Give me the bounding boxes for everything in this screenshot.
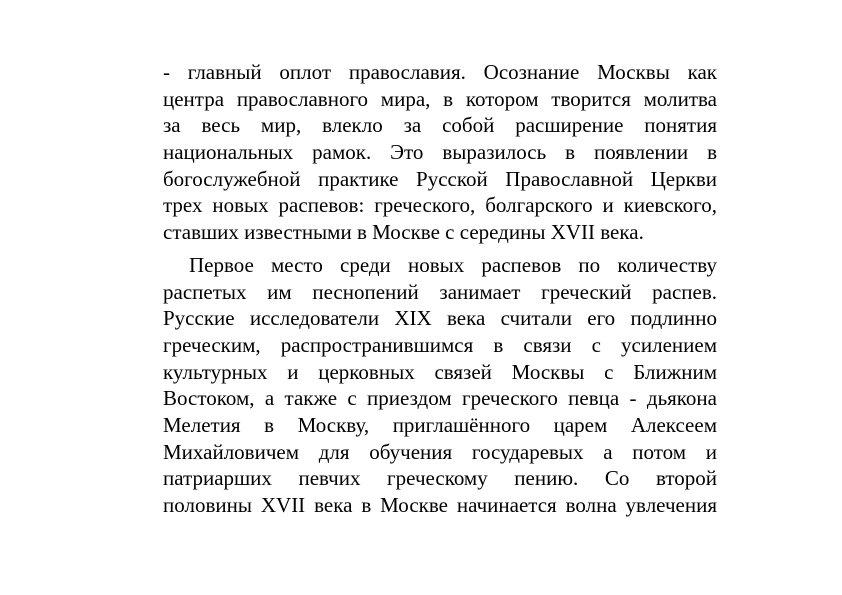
text-line: центра православного мира, в котором творится молитва (163, 86, 717, 111)
text-line: патриарших певчих греческому пению. Со второй (163, 466, 717, 491)
text-line: богослужебной практике Русской Православной Церкви (163, 166, 717, 191)
text-line: распетых им песнопений занимает греческий распев. (163, 279, 717, 304)
paragraph-2 (163, 252, 717, 519)
text-line: Первое место среди новых распевов по количеству (189, 252, 717, 277)
text-line: половины XVII века в Москве начинается волна увлечения (163, 493, 717, 517)
text-line: Мелетия в Москву, приглашённого царем Алексеем (163, 412, 717, 437)
text-line: ставших известными в Москве с середины XVII века. (163, 220, 644, 245)
body-text (163, 59, 717, 519)
text-line: культурных и церковных связей Москвы с Ближним (163, 359, 717, 384)
text-line: за весь мир, влекло за собой расширение понятия (163, 113, 717, 138)
text-line: греческим, распространившимся в связи с усилением (163, 332, 717, 357)
text-line: трех новых распевов: греческого, болгарского и киевского, (163, 193, 717, 218)
text-line: Михайловичем для обучения государевых а потом и (163, 439, 717, 464)
text-line: национальных рамок. Это выразилось в появлении в (163, 140, 717, 165)
text-line: Востоком, а также с приездом греческого певца - дьякона (163, 386, 717, 411)
text-line: - главный оплот православия. Осознание Москвы как (163, 60, 717, 84)
paragraph-1 (163, 59, 717, 246)
text-line: Русские исследователи XIX века считали его подлинно (163, 306, 717, 331)
